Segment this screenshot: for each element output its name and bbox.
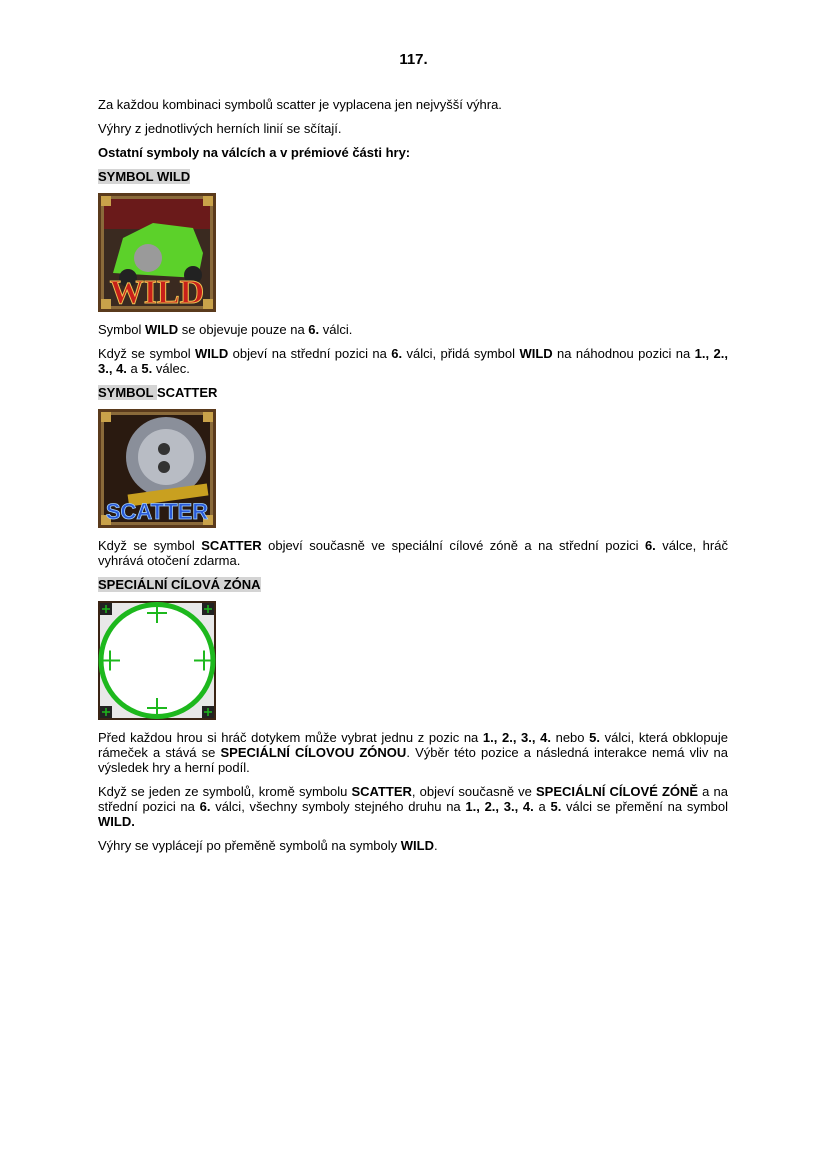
text-run: Ostatní symboly na válcích a v prémiové části hry: bbox=[98, 145, 411, 160]
text-run: objeví na střední pozici na bbox=[228, 346, 392, 361]
wild-label: WILD bbox=[109, 274, 205, 311]
text-run: a bbox=[533, 799, 551, 814]
wild-symbol-image bbox=[98, 193, 216, 312]
paragraph bbox=[98, 346, 728, 376]
text-run: Výhry se vyplácejí po přeměně symbolů na symboly bbox=[98, 838, 401, 853]
text-run: válci, všechny symboly stejného druhu na bbox=[210, 799, 466, 814]
text-run: objeví současně ve speciální cílové zóně a na střední pozici bbox=[261, 538, 645, 553]
bold-text: 6. bbox=[199, 799, 211, 814]
bold-text: WILD bbox=[144, 322, 179, 337]
text-run: Když se jeden ze symbolů, kromě symbolu bbox=[98, 784, 352, 799]
section-heading bbox=[98, 145, 728, 160]
text-run: Symbol bbox=[98, 322, 145, 337]
bold-text: WILD. bbox=[98, 814, 135, 829]
text-run: , objeví současně ve bbox=[411, 784, 537, 799]
text-run: a bbox=[126, 361, 142, 376]
text-run: . Výběr této pozice a následná interakce nemá vliv na výsledek hry a herní podíl. bbox=[98, 745, 729, 775]
text-run: SPECIÁLNÍ CÍLOVÁ ZÓNA bbox=[98, 577, 261, 592]
bold-text: 1., 2., 3., 4. bbox=[482, 730, 551, 745]
text-run: SYMBOL WILD bbox=[98, 169, 191, 184]
paragraph bbox=[98, 121, 728, 136]
bold-text: 6. bbox=[308, 322, 320, 337]
bold-text: 1., 2., 3., 4. bbox=[98, 346, 728, 376]
scatter-label: SCATTER bbox=[105, 499, 209, 524]
paragraph bbox=[98, 322, 728, 337]
text-run: a na střední pozici na bbox=[98, 784, 728, 814]
text-run: SYMBOL bbox=[98, 385, 157, 400]
text-run: Výhry z jednotlivých herních linií se sčítají. bbox=[98, 121, 342, 136]
target-zone-image bbox=[98, 601, 216, 720]
paragraph bbox=[98, 97, 728, 112]
bold-text: 5. bbox=[589, 730, 600, 745]
section-heading bbox=[98, 577, 728, 592]
text-run: válci se přemění na symbol bbox=[561, 799, 728, 814]
bold-text: WILD bbox=[519, 346, 553, 361]
section-heading bbox=[98, 169, 728, 184]
text-run: Před každou hrou si hráč dotykem může vybrat jednu z pozic na bbox=[98, 730, 483, 745]
bold-text: 6. bbox=[391, 346, 403, 361]
page-number: 117. bbox=[399, 51, 428, 68]
text-run: SCATTER bbox=[157, 385, 218, 400]
text-run: Když se symbol bbox=[98, 346, 196, 361]
paragraph bbox=[98, 784, 728, 829]
text-run: na náhodnou pozici na bbox=[552, 346, 695, 361]
paragraph bbox=[98, 730, 728, 775]
text-run: nebo bbox=[550, 730, 590, 745]
text-run: válec. bbox=[152, 361, 190, 376]
text-run: válce, hráč vyhrává otočení zdarma. bbox=[98, 538, 728, 568]
text-run: . bbox=[433, 838, 438, 853]
document-body bbox=[98, 97, 728, 862]
bold-text: WILD bbox=[400, 838, 434, 853]
paragraph bbox=[98, 838, 728, 853]
text-run: Za každou kombinaci symbolů scatter je vyplacena jen nejvyšší výhra. bbox=[98, 97, 502, 112]
bold-text: SCATTER bbox=[351, 784, 412, 799]
text-run: se objevuje pouze na bbox=[178, 322, 309, 337]
bold-text: WILD bbox=[195, 346, 229, 361]
text-run: válci, přidá symbol bbox=[402, 346, 520, 361]
section-heading bbox=[98, 385, 728, 400]
scatter-symbol-image bbox=[98, 409, 216, 528]
bold-text: 1., 2., 3., 4. bbox=[465, 799, 534, 814]
bold-text: SPECIÁLNÍ CÍLOVOU ZÓNOU bbox=[220, 745, 407, 760]
bold-text: 5. bbox=[141, 361, 153, 376]
bold-text: 6. bbox=[644, 538, 656, 553]
text-run: válci. bbox=[319, 322, 353, 337]
text-run: válci, která obklopuje rámeček a stává se bbox=[98, 730, 728, 760]
bold-text: SCATTER bbox=[201, 538, 262, 553]
bold-text: SPECIÁLNÍ CÍLOVÉ ZÓNĚ bbox=[536, 784, 699, 799]
text-run: Když se symbol bbox=[98, 538, 202, 553]
bold-text: 5. bbox=[550, 799, 562, 814]
paragraph bbox=[98, 538, 728, 568]
